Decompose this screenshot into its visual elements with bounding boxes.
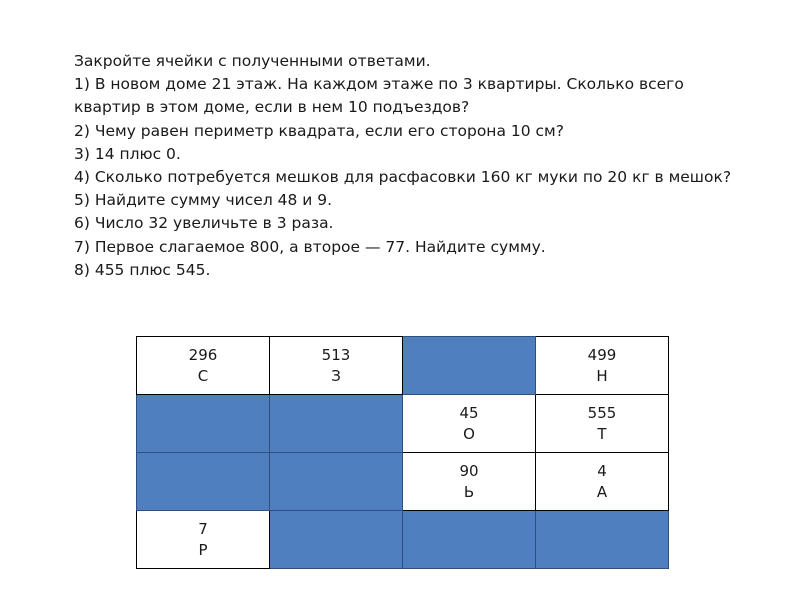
grid-cell-covered[interactable]: [137, 395, 270, 453]
cell-letter: А: [596, 482, 608, 501]
question-4: 4) Сколько потребуется мешков для расфасовки 160 кг муки по 20 кг в мешок?: [74, 168, 732, 187]
grid-cell-covered[interactable]: [403, 511, 536, 569]
grid-row-4: [137, 511, 669, 569]
cell-number: 4: [597, 461, 607, 480]
cell-letter: Т: [597, 424, 607, 443]
cell-letter: Ь: [463, 482, 475, 501]
cell-number: 7: [198, 519, 208, 538]
cell-number: 90: [459, 461, 479, 480]
cell-number: 45: [459, 403, 479, 422]
grid-cell-555[interactable]: [536, 395, 669, 453]
grid-cell-covered[interactable]: [137, 453, 270, 511]
cell-letter: Р: [198, 540, 208, 559]
cell-letter: З: [331, 366, 341, 385]
task-title: Закройте ячейки с полученными ответами.: [74, 52, 431, 70]
grid-cell-covered[interactable]: [403, 337, 536, 395]
cell-number: 555: [587, 403, 617, 422]
grid-cell-499[interactable]: [536, 337, 669, 395]
question-6: 6) Число 32 увеличьте в 3 раза.: [74, 214, 334, 233]
cell-letter: О: [463, 424, 475, 443]
answer-grid: [136, 336, 669, 569]
grid-row-1: [137, 337, 669, 395]
grid-cell-covered[interactable]: [270, 395, 403, 453]
question-7: 7) Первое слагаемое 800, а второе — 77. Найдите сумму.: [74, 237, 546, 256]
cell-letter: Н: [596, 366, 608, 385]
cell-number: 499: [587, 345, 617, 364]
grid-row-2: [137, 395, 669, 453]
grid-cell-513[interactable]: [270, 337, 403, 395]
grid-cell-covered[interactable]: [270, 511, 403, 569]
grid-cell-covered[interactable]: [536, 511, 669, 569]
question-1: 1) В новом доме 21 этаж. На каждом этаже по 3 квартиры. Сколько всего квартир в этом доме, если в нем 10 подъездов?: [74, 75, 684, 117]
question-8: 8) 455 плюс 545.: [74, 260, 211, 279]
grid-row-3: [137, 453, 669, 511]
grid-cell-7[interactable]: [137, 511, 270, 569]
cell-letter: С: [197, 366, 209, 385]
grid-cell-45[interactable]: [403, 395, 536, 453]
cell-number: 513: [321, 345, 351, 364]
question-3: 3) 14 плюс 0.: [74, 144, 181, 163]
question-5: 5) Найдите сумму чисел 48 и 9.: [74, 191, 333, 210]
cell-number: 296: [188, 345, 218, 364]
grid-cell-covered[interactable]: [270, 453, 403, 511]
task-text: [74, 50, 734, 282]
question-2: 2) Чему равен периметр квадрата, если его сторона 10 см?: [74, 121, 564, 140]
grid-cell-296[interactable]: [137, 337, 270, 395]
grid-cell-90[interactable]: [403, 453, 536, 511]
grid-cell-4[interactable]: [536, 453, 669, 511]
